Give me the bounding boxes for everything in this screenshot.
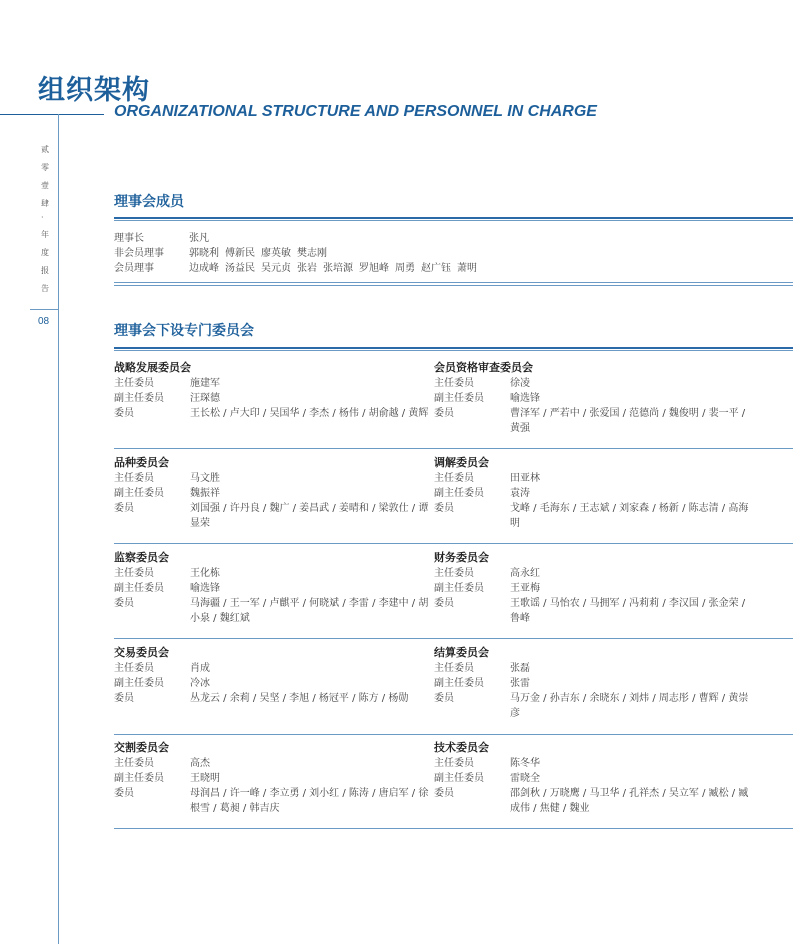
- member-name: 张培源: [323, 263, 353, 274]
- committee-name: 财务委员会: [434, 551, 489, 564]
- role-members: 冷冰: [190, 678, 210, 689]
- committee-row: [434, 391, 754, 406]
- committee-row: [114, 391, 434, 406]
- role-label: 副主任委员: [114, 773, 164, 784]
- row-divider: [114, 543, 793, 544]
- role-label: 主任委员: [114, 758, 154, 769]
- committee-block: [114, 645, 434, 706]
- board-row: [114, 261, 483, 276]
- side-char: 告: [41, 284, 49, 293]
- row-divider: [114, 638, 793, 639]
- role-label: 副主任委员: [114, 488, 164, 499]
- role-label: 副主任委员: [114, 678, 164, 689]
- member-name: 张凡: [189, 233, 209, 244]
- role-label: 副主任委员: [434, 488, 484, 499]
- role-members: 王歌谣 / 马怡农 / 马拥军 / 冯莉莉 / 李汉国 / 张金荣 / 鲁峰: [510, 598, 746, 624]
- committee-row: [114, 471, 434, 486]
- role-members: 丛龙云 / 余莉 / 吴坚 / 李旭 / 杨冠平 / 陈方 / 杨勋: [190, 693, 409, 704]
- role-label: 委员: [114, 598, 134, 609]
- role-label: 主任委员: [114, 663, 154, 674]
- role-label: 委员: [114, 788, 134, 799]
- committee-row: [434, 676, 754, 691]
- role-label: 主任委员: [434, 568, 474, 579]
- role-members: 魏振祥: [190, 488, 220, 499]
- role-label: 主任委员: [434, 663, 474, 674]
- role-label: 委员: [434, 408, 454, 419]
- committee-row: [114, 581, 434, 596]
- board-names: [189, 233, 215, 244]
- row-divider: [114, 828, 793, 829]
- committee-row: [114, 691, 434, 706]
- role-label: 主任委员: [434, 758, 474, 769]
- side-char: 零: [41, 163, 49, 172]
- role-members: 马文胜: [190, 473, 220, 484]
- committee-block: [114, 455, 434, 531]
- member-name: 郭晓利: [189, 248, 219, 259]
- member-name: 吴元贞: [261, 263, 291, 274]
- committee-block: [114, 360, 434, 421]
- member-name: 罗旭峰: [359, 263, 389, 274]
- side-char: 贰: [41, 145, 49, 154]
- role-members: 马海疆 / 王一军 / 卢麒平 / 何晓斌 / 李雷 / 李建中 / 胡小泉 / 魏红斌: [190, 598, 429, 624]
- role-members: 王化栋: [190, 568, 220, 579]
- role-members: 喻选锋: [190, 583, 220, 594]
- role-members: 马万金 / 孙吉东 / 余晓东 / 刘炜 / 周志彤 / 曹辉 / 黄崇彦: [510, 693, 749, 719]
- page-number-rule: [30, 309, 58, 310]
- board-role-label: 非会员理事: [114, 248, 164, 259]
- committee-block: [434, 550, 754, 626]
- role-label: 副主任委员: [434, 583, 484, 594]
- role-label: 主任委员: [114, 473, 154, 484]
- committee-row: [114, 596, 434, 626]
- role-label: 委员: [114, 693, 134, 704]
- committee-row: [114, 786, 434, 816]
- committee-row: [434, 756, 754, 771]
- committee-name: 交割委员会: [114, 741, 169, 754]
- page-number: 08: [38, 316, 50, 327]
- page-title: 组织架构: [38, 75, 150, 106]
- role-label: 主任委员: [114, 568, 154, 579]
- board-row: [114, 246, 333, 261]
- committee-row: [114, 376, 434, 391]
- role-members: 高杰: [190, 758, 210, 769]
- committee-block: [114, 740, 434, 816]
- committee-name: 技术委员会: [434, 741, 489, 754]
- role-members: 王晓明: [190, 773, 220, 784]
- role-members: 高永红: [510, 568, 540, 579]
- member-name: 周勇: [395, 263, 415, 274]
- committee-row: [114, 676, 434, 691]
- role-label: 委员: [434, 788, 454, 799]
- committee-name: 调解委员会: [434, 456, 489, 469]
- board-names: [189, 248, 333, 259]
- committee-name: 会员资格审查委员会: [434, 361, 533, 374]
- side-char: 度: [41, 248, 49, 257]
- role-members: 施建军: [190, 378, 220, 389]
- role-label: 主任委员: [434, 473, 474, 484]
- role-label: 委员: [434, 693, 454, 704]
- row-divider: [114, 448, 793, 449]
- role-label: 委员: [114, 503, 134, 514]
- committee-section-title: 理事会下设专门委员会: [114, 323, 254, 339]
- role-members: 肖成: [190, 663, 210, 674]
- role-label: 副主任委员: [114, 393, 164, 404]
- committee-row: [114, 771, 434, 786]
- role-label: 副主任委员: [434, 773, 484, 784]
- role-label: 副主任委员: [434, 393, 484, 404]
- board-section-title: 理事会成员: [114, 194, 184, 210]
- role-members: 邵剑秋 / 万晓鹰 / 马卫华 / 孔祥杰 / 吴立军 / 臧松 / 臧成伟 / 焦健 / 魏业: [510, 788, 749, 814]
- member-name: 汤益民: [225, 263, 255, 274]
- committee-name: 战略发展委员会: [114, 361, 191, 374]
- role-members: 戈峰 / 毛海东 / 王志斌 / 刘家森 / 杨新 / 陈志清 / 高海明: [510, 503, 749, 529]
- role-members: 张雷: [510, 678, 530, 689]
- committee-row: [434, 771, 754, 786]
- committee-name: 交易委员会: [114, 646, 169, 659]
- role-label: 委员: [434, 598, 454, 609]
- role-members: 王长松 / 卢大印 / 吴国华 / 李杰 / 杨伟 / 胡俞越 / 黄辉: [190, 408, 429, 419]
- role-members: 曹泽军 / 严若中 / 张爱国 / 范德尚 / 魏俊明 / 裴一平 / 黄强: [510, 408, 746, 434]
- role-label: 委员: [114, 408, 134, 419]
- role-label: 主任委员: [114, 378, 154, 389]
- role-members: 张磊: [510, 663, 530, 674]
- committee-row: [434, 406, 754, 436]
- title-rule: [0, 114, 104, 115]
- committee-block: [114, 550, 434, 626]
- role-members: 袁涛: [510, 488, 530, 499]
- member-name: 廖英敏: [261, 248, 291, 259]
- committee-name: 结算委员会: [434, 646, 489, 659]
- role-members: 雷晓全: [510, 773, 540, 784]
- committee-row: [434, 691, 754, 721]
- committee-row: [114, 486, 434, 501]
- member-name: 萧明: [457, 263, 477, 274]
- committee-row: [434, 566, 754, 581]
- committee-row: [434, 661, 754, 676]
- committee-name: 品种委员会: [114, 456, 169, 469]
- section-divider: [114, 347, 793, 351]
- committee-row: [114, 406, 434, 421]
- side-char: 报: [41, 266, 49, 275]
- row-divider: [114, 734, 793, 735]
- role-label: 副主任委员: [114, 583, 164, 594]
- member-name: 张岩: [297, 263, 317, 274]
- committee-block: [434, 360, 754, 436]
- member-name: 樊志刚: [297, 248, 327, 259]
- committee-block: [434, 455, 754, 531]
- board-names: [189, 263, 483, 274]
- role-members: 喻选锋: [510, 393, 540, 404]
- committee-row: [434, 376, 754, 391]
- role-members: 母润昌 / 许一峰 / 李立勇 / 刘小红 / 陈涛 / 唐启军 / 徐根雪 / 葛昶 / 韩吉庆: [190, 788, 429, 814]
- role-members: 刘国强 / 许丹良 / 魏广 / 姜昌武 / 姜晴和 / 梁敦仕 / 谭显荣: [190, 503, 429, 529]
- side-char: ·: [41, 213, 44, 222]
- member-name: 边成峰: [189, 263, 219, 274]
- member-name: 傅新民: [225, 248, 255, 259]
- role-members: 汪琛德: [190, 393, 220, 404]
- committee-row: [434, 581, 754, 596]
- role-label: 副主任委员: [434, 678, 484, 689]
- committee-row: [434, 786, 754, 816]
- committee-row: [434, 501, 754, 531]
- role-members: 王亚梅: [510, 583, 540, 594]
- board-bottom-rule: [114, 282, 793, 283]
- board-role-label: 理事长: [114, 233, 144, 244]
- role-members: 徐凌: [510, 378, 530, 389]
- committee-row: [434, 596, 754, 626]
- side-char: 肆: [41, 199, 49, 208]
- committee-row: [114, 501, 434, 531]
- role-members: 田亚林: [510, 473, 540, 484]
- role-members: 陈冬华: [510, 758, 540, 769]
- committee-block: [434, 740, 754, 816]
- role-label: 委员: [434, 503, 454, 514]
- section-divider: [114, 217, 793, 221]
- board-role-label: 会员理事: [114, 263, 154, 274]
- committee-row: [114, 661, 434, 676]
- page-subtitle: ORGANIZATIONAL STRUCTURE AND PERSONNEL IN CHARGE: [114, 103, 597, 120]
- left-rail-line: [58, 114, 59, 944]
- side-char: 壹: [41, 181, 49, 190]
- committee-row: [434, 486, 754, 501]
- committee-row: [434, 471, 754, 486]
- committee-name: 监察委员会: [114, 551, 169, 564]
- member-name: 赵广钰: [421, 263, 451, 274]
- role-label: 主任委员: [434, 378, 474, 389]
- board-row: [114, 231, 215, 246]
- side-char: 年: [41, 230, 49, 239]
- board-bottom-rule: [114, 285, 793, 286]
- committee-row: [114, 756, 434, 771]
- committee-row: [114, 566, 434, 581]
- committee-block: [434, 645, 754, 721]
